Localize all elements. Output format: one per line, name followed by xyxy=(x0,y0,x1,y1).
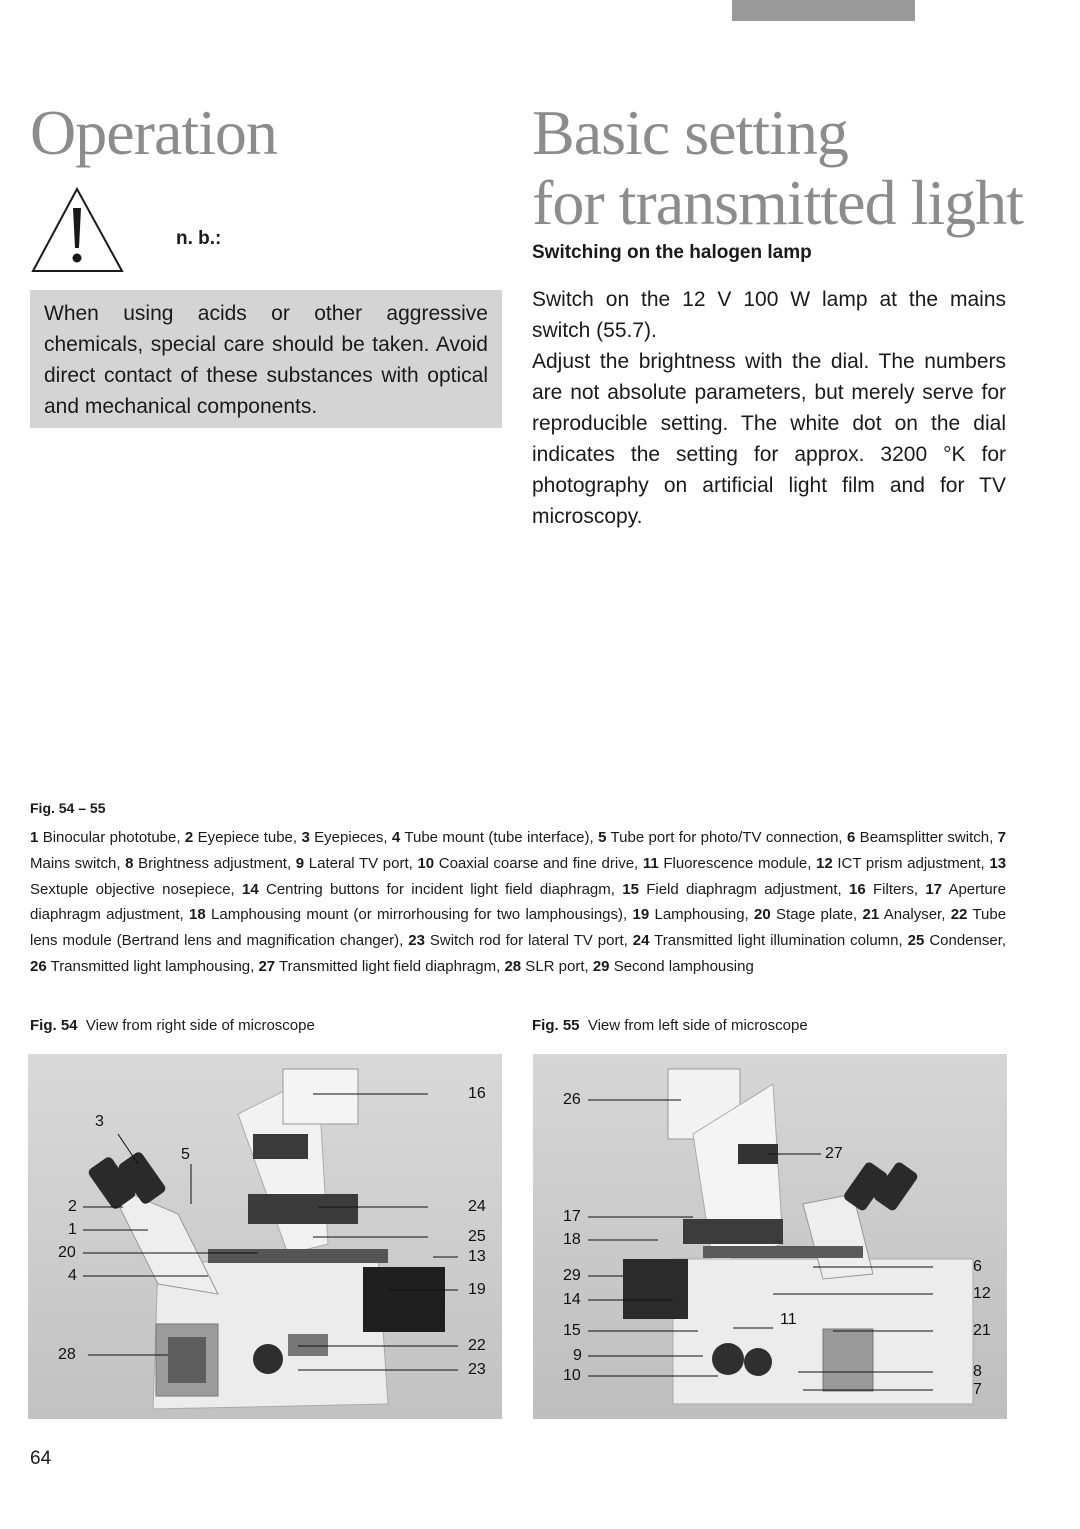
legend-item xyxy=(417,855,638,872)
fig55-callout-14: 14 xyxy=(563,1291,581,1308)
legend-item-number: 12 xyxy=(816,854,833,872)
legend-item-number: 18 xyxy=(189,906,206,924)
fig54-callout-13: 13 xyxy=(468,1248,486,1265)
legend-item xyxy=(849,881,918,898)
legend-item-number: 21 xyxy=(862,906,880,924)
legend-item-number: 6 xyxy=(846,829,856,846)
legend-item xyxy=(189,906,627,923)
legend-item-text: Switch rod for lateral TV port, xyxy=(424,932,628,950)
legend-item xyxy=(185,829,297,846)
legend-item-number: 19 xyxy=(632,906,650,924)
legend-item-text: Tube lens module (Bertrand lens and magnification changer), xyxy=(30,906,1007,950)
section-tab-marker xyxy=(732,0,915,21)
fig55-callout-27: 27 xyxy=(825,1145,843,1162)
fig54-callout-5: 5 xyxy=(181,1146,190,1163)
fig54-callout-20: 20 xyxy=(58,1244,76,1261)
legend-item-text: Lamphousing, xyxy=(649,906,749,924)
legend-item-number: 23 xyxy=(408,932,425,950)
legend-item-number: 14 xyxy=(242,880,259,898)
legend-item-text: Beamsplitter switch, xyxy=(855,829,994,846)
legend-item xyxy=(125,855,291,872)
legend-item-number: 5 xyxy=(598,829,607,846)
fig54-callout-3: 3 xyxy=(95,1113,104,1130)
fig54-caption-text: View from right side of microscope xyxy=(85,1017,315,1034)
body-paragraph-1: Switch on the 12 V 100 W lamp at the mains switch (55.7). xyxy=(532,288,1006,342)
legend-item-number: 17 xyxy=(925,880,942,898)
legend-item xyxy=(593,958,754,975)
legend-item-text: Mains switch, xyxy=(30,854,121,872)
legend-item-text: Binocular phototube, xyxy=(38,829,181,846)
fig55-callout-29: 29 xyxy=(563,1267,581,1284)
fig54-callout-22: 22 xyxy=(468,1337,486,1354)
page-title-line-2: for transmitted light xyxy=(532,167,1023,238)
legend-item-number: 22 xyxy=(950,906,968,924)
legend-item-text: Lateral TV port, xyxy=(304,854,413,872)
legend-item xyxy=(643,855,812,872)
legend-item xyxy=(622,881,842,898)
fig55-callout-9: 9 xyxy=(573,1347,582,1364)
legend-item xyxy=(296,855,413,872)
legend-item-number: 16 xyxy=(849,880,866,898)
legend-item-number: 1 xyxy=(30,829,39,846)
legend-item-text: Condenser, xyxy=(924,932,1007,950)
legend-item-text: Second lamphousing xyxy=(609,957,754,975)
figure-legend xyxy=(30,825,1006,980)
legend-item-text: Analyser, xyxy=(879,906,946,924)
legend-item-text: ICT prism adjustment, xyxy=(832,854,985,872)
fig55-caption xyxy=(532,1017,808,1034)
legend-item xyxy=(242,881,615,898)
fig55-caption-text: View from left side of microscope xyxy=(587,1017,808,1034)
legend-item-number: 28 xyxy=(504,957,522,975)
legend-item-text: Tube port for photo/TV connection, xyxy=(606,829,843,846)
legend-item xyxy=(633,932,903,949)
fig54-callout-23: 23 xyxy=(468,1361,486,1378)
legend-item xyxy=(30,958,254,975)
fig55-callout-21: 21 xyxy=(973,1322,991,1339)
page-title-line-1: Basic setting xyxy=(532,97,848,168)
page-number: 64 xyxy=(30,1448,52,1469)
figure-range-label: Fig. 54 – 55 xyxy=(30,800,106,816)
fig55-label: Fig. 55 xyxy=(532,1017,580,1034)
fig55-callout-8: 8 xyxy=(973,1363,982,1380)
page-title xyxy=(532,98,1023,238)
legend-item-text: Coaxial coarse and fine drive, xyxy=(434,854,639,872)
fig55-callout-7: 7 xyxy=(973,1381,982,1398)
legend-item-text: Eyepiece tube, xyxy=(193,829,298,846)
legend-item-number: 25 xyxy=(907,932,925,950)
legend-item-text: Field diaphragm adjustment, xyxy=(638,880,842,898)
legend-item xyxy=(301,829,387,846)
section-title: Operation xyxy=(30,97,277,168)
legend-item xyxy=(863,906,946,923)
legend-item-text: Stage plate, xyxy=(770,906,858,924)
legend-item-text: Fluorescence module, xyxy=(658,854,812,872)
legend-item-number: 8 xyxy=(125,854,134,872)
fig55-photo xyxy=(533,1054,1007,1419)
legend-item xyxy=(30,829,181,846)
body-paragraph-2: Adjust the brightness with the dial. The numbers are not absolute parameters, but merely serve for reproducible setting. The white dot on the dial indicates the setting for approx. 3200 °K for photography on artificial light film and for TV microscopy. xyxy=(532,350,1006,528)
legend-item xyxy=(847,829,993,846)
legend-item-text: Lamphousing mount (or mirrorhousing for two lamphousings), xyxy=(205,906,628,924)
legend-item xyxy=(598,829,843,846)
legend-item-text: Transmitted light lamphousing, xyxy=(46,957,255,975)
legend-item-number: 27 xyxy=(258,957,276,975)
fig54-callout-2: 2 xyxy=(68,1198,77,1215)
legend-item xyxy=(408,932,628,949)
legend-item-text: Filters, xyxy=(865,880,919,898)
nb-label: n. b.: xyxy=(176,228,222,249)
fig55-callout-17: 17 xyxy=(563,1208,581,1225)
legend-item xyxy=(258,958,500,975)
fig54-callout-25: 25 xyxy=(468,1228,486,1245)
fig55-callout-18: 18 xyxy=(563,1231,581,1248)
legend-item-text: SLR port, xyxy=(521,957,589,975)
fig54-callout-4: 4 xyxy=(68,1267,77,1284)
legend-item xyxy=(392,829,594,846)
legend-item-number: 29 xyxy=(592,957,610,975)
fig54-photo xyxy=(28,1054,502,1419)
legend-item-number: 2 xyxy=(184,829,194,846)
fig54-label: Fig. 54 xyxy=(30,1017,78,1034)
legend-item xyxy=(816,855,985,872)
legend-item-number: 11 xyxy=(642,854,659,872)
legend-item-text: Tube mount (tube interface), xyxy=(400,829,594,846)
legend-item-number: 7 xyxy=(997,829,1006,846)
legend-item-number: 3 xyxy=(301,829,310,846)
exclamation-triangle-icon xyxy=(30,186,125,274)
subheading: Switching on the halogen lamp xyxy=(532,242,812,263)
fig55-callout-12: 12 xyxy=(973,1285,991,1302)
legend-item xyxy=(908,932,1006,949)
legend-item-text: Aperture diaphragm adjustment, xyxy=(30,880,1006,924)
legend-item xyxy=(504,958,588,975)
legend-item-number: 26 xyxy=(30,957,47,975)
fig54-callout-28: 28 xyxy=(58,1346,76,1363)
legend-item-text: Centring buttons for incident light field diaphragm, xyxy=(258,880,615,898)
legend-item xyxy=(754,906,857,923)
body-text xyxy=(532,284,1006,532)
legend-item-number: 15 xyxy=(622,880,639,898)
legend-item-number: 20 xyxy=(754,906,771,924)
warning-text: When using acids or other aggressive chemicals, special care should be taken. Avoid direct contact of these substances with optical and mechanical components. xyxy=(44,302,488,418)
fig54-callout-16: 16 xyxy=(468,1085,486,1102)
fig55-callout-15: 15 xyxy=(563,1322,581,1339)
warning-box xyxy=(30,290,502,428)
legend-item-text: Sextuple objective nosepiece, xyxy=(30,880,235,898)
legend-item-number: 9 xyxy=(295,854,305,872)
fig54-callout-1: 1 xyxy=(68,1221,77,1238)
legend-item xyxy=(632,906,748,923)
fig55-callout-11: 11 xyxy=(780,1311,797,1328)
legend-item-text: Eyepieces, xyxy=(309,829,388,846)
fig55-callout-10: 10 xyxy=(563,1367,581,1384)
legend-item-number: 24 xyxy=(632,932,650,950)
legend-item-text: Brightness adjustment, xyxy=(133,854,292,872)
fig54-caption xyxy=(30,1017,315,1034)
legend-item-number: 4 xyxy=(391,829,401,846)
fig54-callout-24: 24 xyxy=(468,1198,486,1215)
legend-item-number: 13 xyxy=(989,854,1007,872)
legend-item-number: 10 xyxy=(417,854,435,872)
fig55-callout-26: 26 xyxy=(563,1091,581,1108)
fig54-callout-19: 19 xyxy=(468,1281,486,1298)
legend-item-text: Transmitted light illumination column, xyxy=(649,932,903,950)
fig55-callout-6: 6 xyxy=(973,1258,982,1275)
legend-item-text: Transmitted light field diaphragm, xyxy=(275,957,501,975)
